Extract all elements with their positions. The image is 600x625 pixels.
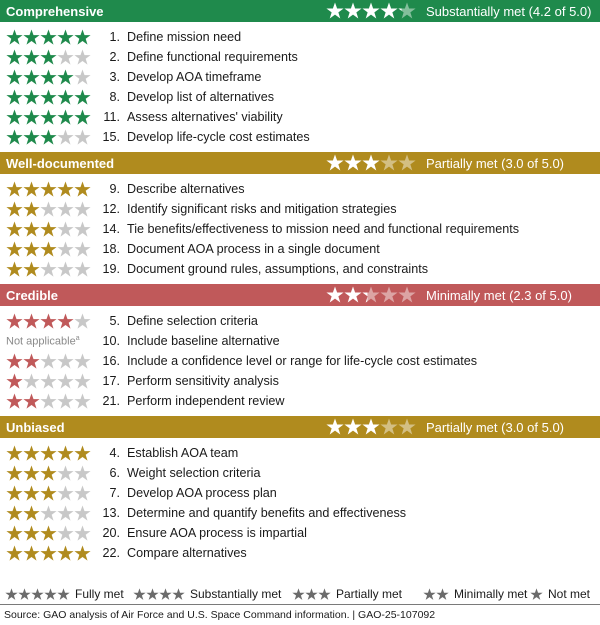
star-rating	[6, 465, 91, 482]
star-icon	[6, 465, 23, 482]
star-icon	[23, 241, 40, 258]
star-icon	[40, 525, 57, 542]
footer-divider	[0, 604, 600, 605]
criterion-label: Include a confidence level or range for life-cycle cost estimates	[127, 354, 477, 368]
legend-label: Partially met	[336, 587, 403, 601]
star-rating	[6, 505, 91, 522]
footnote-marker: a	[75, 334, 80, 342]
criterion-number: 17.	[102, 374, 120, 388]
criterion-label: Ensure AOA process is impartial	[127, 526, 307, 540]
star-icon	[5, 588, 18, 601]
star-icon	[380, 154, 398, 172]
star-icon	[57, 445, 74, 462]
star-rating	[6, 445, 91, 462]
section-title: Credible	[6, 287, 59, 303]
star-icon	[362, 418, 380, 436]
criterion-label: Perform sensitivity analysis	[127, 374, 279, 388]
criterion-number: 3.	[109, 70, 120, 84]
star-icon	[6, 445, 23, 462]
legend-label: Minimally met	[454, 587, 528, 601]
star-icon	[23, 109, 40, 126]
star-rating	[6, 181, 91, 198]
section-header	[0, 416, 600, 438]
section-title: Well-documented	[6, 155, 115, 171]
criterion-number: 14.	[102, 222, 120, 236]
star-icon	[40, 49, 57, 66]
legend-item	[530, 587, 590, 601]
criterion-number: 1.	[109, 30, 120, 44]
criterion-row	[0, 483, 600, 503]
star-icon	[6, 129, 23, 146]
section-unbiased	[0, 416, 600, 568]
star-rating	[5, 588, 70, 601]
star-rating	[6, 525, 91, 542]
star-icon	[57, 89, 74, 106]
star-icon	[362, 286, 380, 304]
star-rating	[326, 418, 418, 436]
criterion-label: Tie benefits/effectiveness to mission need and functional requirements	[127, 222, 520, 236]
star-icon	[57, 373, 74, 390]
star-icon	[57, 69, 74, 86]
star-icon	[6, 69, 23, 86]
star-icon	[40, 181, 57, 198]
criterion-number: 22.	[102, 546, 120, 560]
star-rating	[6, 201, 91, 218]
star-icon	[57, 545, 74, 562]
section-header	[0, 284, 600, 306]
star-icon	[362, 2, 380, 20]
star-icon	[23, 393, 40, 410]
criterion-label: Develop list of alternatives	[127, 90, 274, 104]
star-icon	[23, 69, 40, 86]
star-icon	[40, 313, 57, 330]
star-icon	[40, 505, 57, 522]
criterion-label: Describe alternatives	[127, 182, 245, 196]
star-icon	[6, 261, 23, 278]
criterion-label: Develop AOA timeframe	[127, 70, 262, 84]
star-icon	[436, 588, 449, 601]
star-icon	[40, 445, 57, 462]
criterion-number: 12.	[102, 202, 120, 216]
star-icon	[6, 49, 23, 66]
star-icon	[6, 201, 23, 218]
star-icon	[6, 505, 23, 522]
criterion-row	[0, 67, 600, 87]
criterion-row	[0, 219, 600, 239]
star-icon	[40, 109, 57, 126]
criterion-number: 21.	[102, 394, 120, 408]
criterion-row	[0, 523, 600, 543]
section-comprehensive	[0, 0, 600, 152]
star-icon	[398, 286, 416, 304]
criterion-row	[0, 391, 600, 411]
star-rating	[6, 313, 91, 330]
star-rating	[6, 109, 91, 126]
criterion-number: 20.	[102, 526, 120, 540]
star-icon	[57, 241, 74, 258]
star-icon	[6, 89, 23, 106]
legend-item	[5, 587, 124, 601]
star-icon	[57, 109, 74, 126]
criterion-label: Perform independent review	[127, 394, 285, 408]
section-credible	[0, 284, 600, 416]
star-icon	[57, 129, 74, 146]
section-well-documented	[0, 152, 600, 284]
star-icon	[6, 109, 23, 126]
legend-item	[292, 587, 402, 601]
star-icon	[57, 261, 74, 278]
criterion-row	[0, 543, 600, 563]
star-rating	[6, 49, 91, 66]
star-icon	[6, 373, 23, 390]
criterion-number: 2.	[109, 50, 120, 64]
star-rating	[6, 129, 91, 146]
star-rating	[6, 353, 91, 370]
star-icon	[6, 181, 23, 198]
star-icon	[146, 588, 159, 601]
star-icon	[23, 313, 40, 330]
criterion-label: Include baseline alternative	[127, 334, 280, 348]
star-icon	[23, 221, 40, 238]
criterion-row	[0, 239, 600, 259]
legend-item	[423, 587, 527, 601]
star-icon	[344, 286, 362, 304]
star-icon	[40, 89, 57, 106]
star-icon	[362, 154, 380, 172]
criterion-row	[0, 351, 600, 371]
star-rating	[326, 286, 418, 304]
star-icon	[172, 588, 185, 601]
star-icon	[40, 353, 57, 370]
section-rating	[326, 416, 564, 438]
criterion-row	[0, 259, 600, 279]
star-icon	[6, 29, 23, 46]
criterion-label: Define functional requirements	[127, 50, 298, 64]
star-icon	[57, 353, 74, 370]
star-icon	[6, 393, 23, 410]
star-icon	[57, 465, 74, 482]
criterion-row	[0, 331, 600, 351]
star-icon	[23, 485, 40, 502]
star-icon	[344, 418, 362, 436]
criterion-number: 7.	[109, 486, 120, 500]
star-icon	[6, 545, 23, 562]
star-icon	[23, 89, 40, 106]
star-icon	[23, 373, 40, 390]
criterion-number: 4.	[109, 446, 120, 460]
star-icon	[57, 505, 74, 522]
star-icon	[398, 418, 416, 436]
star-rating	[530, 588, 543, 601]
criterion-number: 16.	[102, 354, 120, 368]
star-icon	[57, 485, 74, 502]
star-icon	[6, 485, 23, 502]
star-rating	[6, 261, 91, 278]
star-icon	[344, 154, 362, 172]
criterion-row	[0, 47, 600, 67]
criterion-label: Develop life-cycle cost estimates	[127, 130, 310, 144]
star-icon	[40, 241, 57, 258]
section-rating-text: Partially met (3.0 of 5.0)	[426, 155, 564, 171]
star-icon	[133, 588, 146, 601]
star-icon	[23, 505, 40, 522]
criterion-row	[0, 443, 600, 463]
criterion-label: Document ground rules, assumptions, and constraints	[127, 262, 429, 276]
star-rating	[423, 588, 449, 601]
criterion-row	[0, 107, 600, 127]
star-icon	[57, 393, 74, 410]
criterion-label: Define mission need	[127, 30, 242, 44]
criterion-label: Define selection criteria	[127, 314, 258, 328]
criterion-row	[0, 199, 600, 219]
star-icon	[23, 29, 40, 46]
criterion-label: Develop AOA process plan	[127, 486, 277, 500]
star-icon	[57, 49, 74, 66]
star-icon	[6, 525, 23, 542]
star-icon	[23, 129, 40, 146]
star-icon	[23, 201, 40, 218]
star-icon	[23, 445, 40, 462]
star-icon	[23, 49, 40, 66]
star-icon	[57, 29, 74, 46]
star-icon	[23, 465, 40, 482]
star-icon	[31, 588, 44, 601]
star-icon	[44, 588, 57, 601]
star-icon	[40, 393, 57, 410]
star-rating	[6, 29, 91, 46]
star-rating	[6, 545, 91, 562]
star-icon	[398, 2, 416, 20]
criterion-label: Determine and quantify benefits and effectiveness	[127, 506, 407, 520]
criterion-number: 15.	[102, 130, 120, 144]
criterion-label: Establish AOA team	[127, 446, 239, 460]
legend-label: Fully met	[75, 587, 124, 601]
criterion-number: 10.	[102, 334, 120, 348]
section-header	[0, 0, 600, 22]
section-header	[0, 152, 600, 174]
star-icon	[40, 201, 57, 218]
star-icon	[6, 241, 23, 258]
criterion-row	[0, 127, 600, 147]
star-rating	[6, 69, 91, 86]
section-title: Unbiased	[6, 419, 65, 435]
not-applicable-text: Not applicable	[6, 335, 76, 348]
star-icon	[6, 221, 23, 238]
star-icon	[326, 418, 344, 436]
star-icon	[57, 201, 74, 218]
criterion-number: 13.	[102, 506, 120, 520]
source-note: Source: GAO analysis of Air Force and U.S. Space Command information. | GAO-25-107092	[4, 609, 436, 621]
criterion-row	[0, 27, 600, 47]
star-icon	[6, 353, 23, 370]
criterion-label: Document AOA process in a single document	[127, 242, 380, 256]
star-icon	[40, 129, 57, 146]
star-icon	[23, 261, 40, 278]
star-icon	[318, 588, 331, 601]
star-icon	[23, 545, 40, 562]
section-rating	[326, 0, 591, 22]
star-icon	[57, 221, 74, 238]
star-icon	[292, 588, 305, 601]
star-icon	[159, 588, 172, 601]
criterion-number: 11.	[103, 110, 120, 124]
criterion-label: Identify significant risks and mitigation strategies	[127, 202, 397, 216]
criterion-number: 18.	[102, 242, 120, 256]
star-rating	[6, 241, 91, 258]
star-icon	[326, 286, 344, 304]
criterion-number: 6.	[109, 466, 120, 480]
star-rating	[326, 154, 418, 172]
star-icon	[423, 588, 436, 601]
star-rating	[6, 485, 91, 502]
section-rating	[326, 284, 572, 306]
star-rating	[292, 588, 331, 601]
star-icon	[305, 588, 318, 601]
star-icon	[57, 588, 70, 601]
star-rating	[6, 373, 91, 390]
criterion-number: 8.	[109, 90, 120, 104]
section-title: Comprehensive	[6, 3, 104, 19]
star-icon	[40, 261, 57, 278]
star-icon	[398, 154, 416, 172]
section-rating	[326, 152, 564, 174]
criterion-row	[0, 311, 600, 331]
section-rating-text: Minimally met (2.3 of 5.0)	[426, 287, 572, 303]
star-icon	[57, 525, 74, 542]
star-icon	[380, 2, 398, 20]
star-icon	[40, 69, 57, 86]
section-rating-text: Partially met (3.0 of 5.0)	[426, 419, 564, 435]
star-icon	[18, 588, 31, 601]
star-rating	[6, 221, 91, 238]
criterion-number: 19.	[102, 262, 120, 276]
criterion-row	[0, 87, 600, 107]
criterion-row	[0, 463, 600, 483]
star-icon	[40, 373, 57, 390]
star-icon	[57, 313, 74, 330]
star-icon	[40, 485, 57, 502]
star-icon	[6, 313, 23, 330]
star-icon	[23, 181, 40, 198]
legend	[0, 584, 600, 604]
star-icon	[40, 545, 57, 562]
star-icon	[344, 2, 362, 20]
star-icon	[40, 465, 57, 482]
star-rating	[6, 393, 91, 410]
star-rating	[133, 588, 185, 601]
criterion-label: Weight selection criteria	[127, 466, 261, 480]
star-rating	[6, 89, 91, 106]
star-icon	[326, 2, 344, 20]
legend-item	[133, 587, 281, 601]
star-icon	[57, 181, 74, 198]
criterion-label: Assess alternatives' viability	[127, 110, 283, 124]
not-applicable-label	[6, 335, 80, 348]
criterion-number: 9.	[109, 182, 120, 196]
star-icon	[23, 525, 40, 542]
criterion-row	[0, 371, 600, 391]
legend-label: Not met	[548, 587, 591, 601]
star-icon	[23, 353, 40, 370]
star-icon	[40, 221, 57, 238]
section-rating-text: Substantially met (4.2 of 5.0)	[426, 3, 592, 19]
star-icon	[380, 418, 398, 436]
criterion-number: 5.	[109, 314, 120, 328]
criterion-label: Compare alternatives	[127, 546, 247, 560]
criterion-row	[0, 503, 600, 523]
legend-label: Substantially met	[190, 587, 282, 601]
star-icon	[380, 286, 398, 304]
star-icon	[40, 29, 57, 46]
star-icon	[530, 588, 543, 601]
star-icon	[326, 154, 344, 172]
criterion-row	[0, 179, 600, 199]
star-rating	[326, 2, 418, 20]
